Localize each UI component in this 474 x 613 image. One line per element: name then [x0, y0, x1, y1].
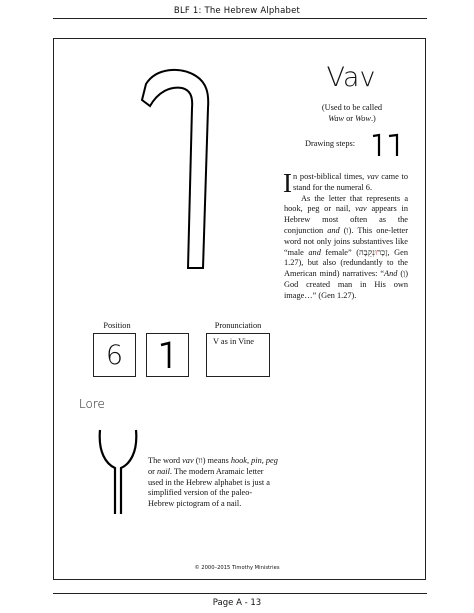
drawing-steps-label: Drawing steps: — [305, 139, 356, 148]
pronunciation-label: Pronunciation — [214, 321, 262, 330]
footer-divider — [53, 593, 427, 594]
position-letter-box — [146, 333, 189, 377]
position-number: 6 — [105, 339, 124, 371]
large-vav-letter — [132, 62, 214, 280]
header-title: BLF 1: The Hebrew Alphabet — [173, 6, 301, 16]
lore-text: The word vav (וו) means hook, pin, peg or nail. The modern Aramaic letter used in the Hebrew alphabet is just a simplified version of the paleo-Hebrew pictogram of a nail. — [148, 456, 278, 509]
drop-cap: I — [283, 168, 292, 198]
position-letter-vav — [147, 334, 188, 376]
position-number-box — [93, 333, 136, 377]
letter-description: In post-biblical times, vav came to stand for the numeral 6. As the letter that represents a hook, peg or nail, vav appears in Hebrew most often as the conjunction and (ו). This one-letter word not only joins substantives like “male and female” ( זָכָרוּנְקֵבָה , Gen 1.27), but also (redundantly to the American mind) narratives: “And (וַ) God created man in His own image…” (Gen 1.27). — [283, 168, 408, 300]
lore-heading: Lore — [79, 397, 105, 411]
highlighted-vav: וּ — [374, 247, 378, 257]
letter-name: Vav — [326, 62, 376, 93]
copyright-notice: © 2000–2015 Timothy Ministries — [194, 565, 280, 571]
page-number: Page A - 13 — [212, 598, 262, 608]
header-divider — [53, 18, 427, 19]
paleo-hebrew-nail-pictogram — [94, 428, 142, 520]
position-label: Position — [103, 321, 131, 330]
pronunciation-box — [206, 333, 270, 377]
pronunciation-value: V as in Vine — [213, 337, 254, 346]
drawing-steps — [370, 132, 404, 162]
letter-subtitle: (Used to be called Waw or Wow.) — [321, 103, 383, 123]
